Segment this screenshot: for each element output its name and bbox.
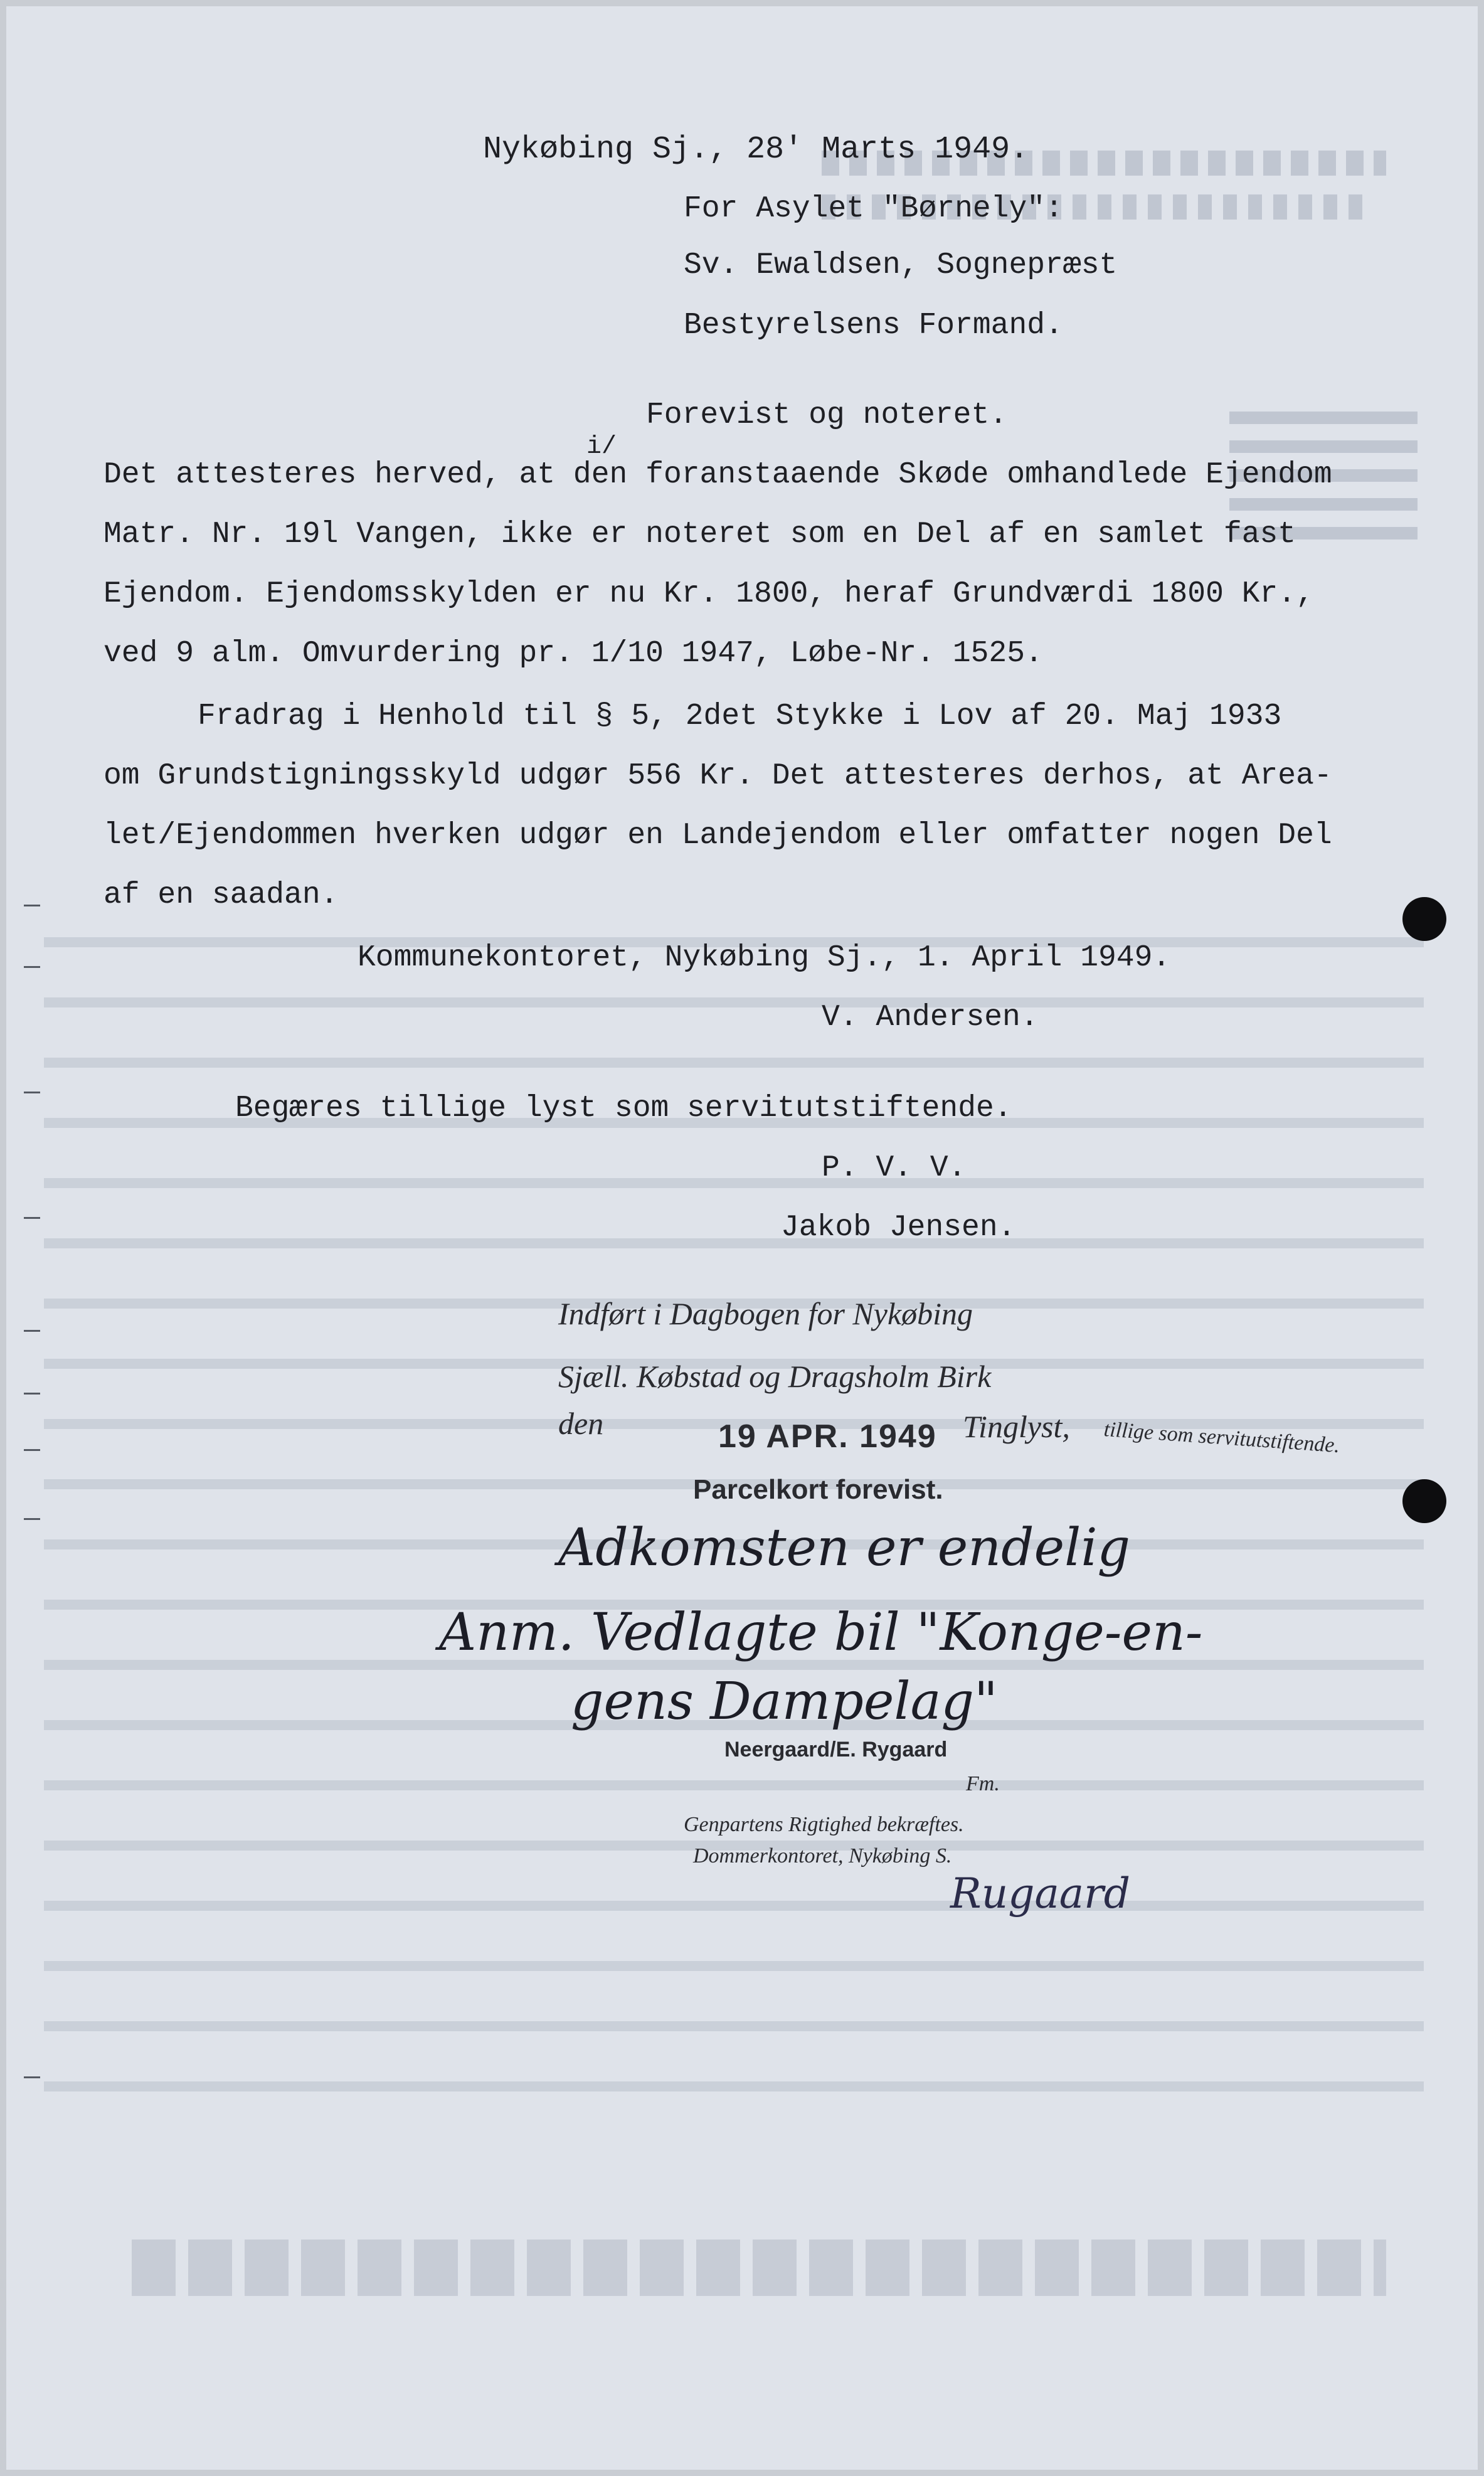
- show-through-heading: [132, 2240, 1386, 2296]
- margin-dash: [24, 1217, 40, 1219]
- parcel-stamp: Parcelkort forevist.: [693, 1474, 943, 1505]
- registration-line-2: Sjæll. Købstad og Dragsholm Birk: [558, 1359, 992, 1394]
- judge-fm: Fm.: [966, 1772, 1000, 1795]
- margin-dash: [24, 1330, 40, 1332]
- request-pvv: P. V. V.: [822, 1151, 967, 1185]
- attest-line-8: af en saadan.: [103, 878, 339, 912]
- registration-tinglyst: Tinglyst,: [963, 1409, 1070, 1444]
- recipient-line: For Asylet "Børnely":: [684, 192, 1063, 226]
- punch-hole: [1402, 897, 1446, 941]
- insert-mark: i/: [586, 433, 617, 461]
- margin-dash: [24, 2076, 40, 2078]
- registration-line-1: Indført i Dagbogen for Nykøbing: [558, 1296, 973, 1331]
- attest-line-7: let/Ejendommen hverken udgør en Landejendom eller omfatter nogen Del: [103, 819, 1332, 853]
- registration-den: den: [558, 1406, 604, 1441]
- request-name: Jakob Jensen.: [781, 1211, 1016, 1245]
- registration-date: 19 APR. 1949: [718, 1418, 937, 1455]
- office-date: Kommunekontoret, Nykøbing Sj., 1. April 1949.: [358, 941, 1171, 975]
- margin-dash: [24, 966, 40, 968]
- margin-dash: [24, 1393, 40, 1395]
- attest-line-4: ved 9 alm. Omvurdering pr. 1/10 1947, Løbe-Nr. 1525.: [103, 637, 1043, 671]
- signer-title: Bestyrelsens Formand.: [684, 309, 1063, 343]
- margin-dash: [24, 905, 40, 906]
- margin-dash: [24, 1449, 40, 1451]
- attest-line-1: Det attesteres herved, at den foranstaaende Skøde omhandlede Ejendom: [103, 458, 1332, 492]
- attest-line-5: Fradrag i Henhold til § 5, 2det Stykke i Lov af 20. Maj 1933: [198, 699, 1282, 733]
- handwritten-line-2: Anm. Vedlagte bil "Konge-en-: [439, 1603, 1203, 1662]
- copy-confirm-line-1: Genpartens Rigtighed bekræftes.: [684, 1813, 964, 1836]
- copy-confirm-line-2: Dommerkontoret, Nykøbing S.: [693, 1844, 952, 1868]
- signer-name: Sv. Ewaldsen, Sognepræst: [684, 248, 1118, 282]
- handwritten-signature: Rugaard: [950, 1869, 1130, 1918]
- place-date: Nykøbing Sj., 28' Marts 1949.: [483, 132, 1029, 167]
- servitut-stamp: tillige som servitutstiftende.: [1103, 1418, 1341, 1458]
- document-page: [6, 6, 1478, 2470]
- attest-line-6: om Grundstigningsskyld udgør 556 Kr. Det attesteres derhos, at Area-: [103, 759, 1332, 793]
- handwritten-line-3: gens Dampelag": [571, 1672, 998, 1731]
- margin-dash: [24, 1092, 40, 1093]
- attest-line-2: Matr. Nr. 19l Vangen, ikke er noteret som en Del af en samlet fast: [103, 518, 1296, 551]
- judge-name: Neergaard/E. Rygaard: [724, 1738, 948, 1761]
- margin-dash: [24, 1518, 40, 1520]
- punch-hole: [1402, 1479, 1446, 1523]
- forevist-note: Forevist og noteret.: [646, 398, 1008, 432]
- request-text: Begæres tillige lyst som servitutstiftende.: [235, 1092, 1012, 1125]
- handwritten-line-1: Adkomsten er endelig: [558, 1518, 1131, 1578]
- attest-line-3: Ejendom. Ejendomsskylden er nu Kr. 1800, heraf Grundværdi 1800 Kr.,: [103, 577, 1314, 611]
- attest-signature: V. Andersen.: [822, 1001, 1039, 1034]
